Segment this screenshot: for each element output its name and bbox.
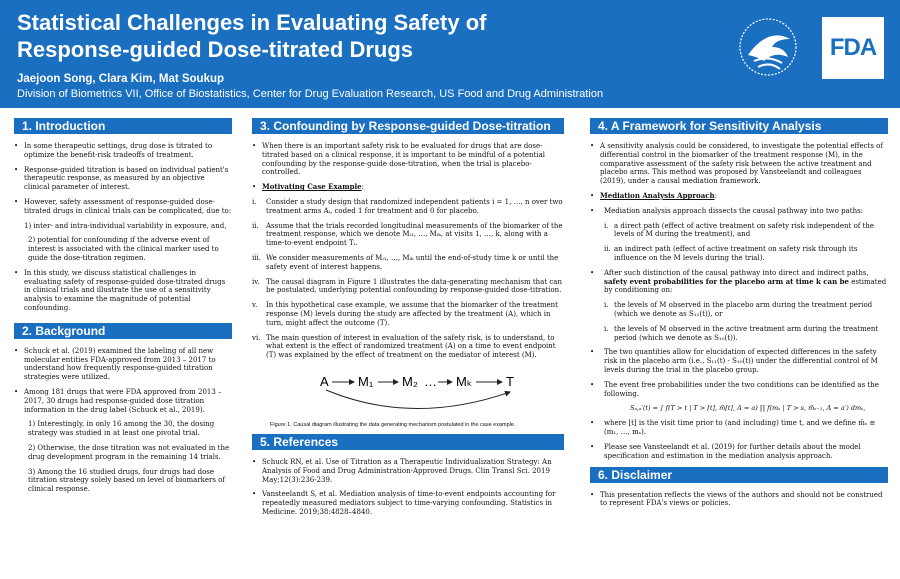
item-label: iii. <box>252 253 261 262</box>
motivating-example-label: Motivating Case Example <box>262 182 362 192</box>
section-heading-framework: 4. A Framework for Sensitivity Analysis <box>590 118 888 134</box>
column-left <box>14 118 232 500</box>
item-label: iv. <box>252 277 260 286</box>
title-line-2: Response-guided Dose-titrated Drugs <box>17 37 414 62</box>
section-heading-references: 5. References <box>252 434 564 450</box>
list-subitem: • Please see Vansteelandt et al. (2019) for further details about the model specification and estimation in the mediation analysis approach. <box>590 443 888 461</box>
reference-item: • Vansteelandt S, et al. Mediation analysis of time-to-event endpoints accounting for repeatedly measured mediators subject to time-varying confounding. Statistics in Medicine. 2019;38:4828–4840. <box>252 490 564 516</box>
introduction-list <box>14 142 232 313</box>
section-heading-background: 2. Background <box>14 323 232 339</box>
item-text: Assume that the trials recorded longitudinal measurements of the biomarker of the treatment response, which we denote Mᵢ₁, …, Mᵢₖ, at visits 1, …, k, along with a time-to-event endpoint Tᵢ. <box>266 221 563 248</box>
colon: : <box>714 191 717 200</box>
list-item: • However, safety assessment of response-guided dose-titrated drugs in clinical trials can be complicated, due to: <box>14 198 232 216</box>
mediation-label: Mediation Analysis Approach <box>600 190 715 200</box>
item-label: v. <box>252 301 258 310</box>
confounding-list <box>252 142 564 360</box>
section-heading-disclaimer: 6. Disclaimer <box>590 467 888 483</box>
motivating-example-heading <box>252 183 564 192</box>
numbered-item <box>252 198 564 216</box>
reference-item: • Schuck RN, et al. Use of Titration as a Therapeutic Individualization Strategy: An Analysis of Food and Drug Administration-Approved Drugs. Clin Transl Sci. 2019 May;12(3):236-239. <box>252 458 564 484</box>
hhs-eagle-logo <box>728 17 808 77</box>
ellipsis: … <box>424 373 437 389</box>
formula: Sₐ,ₐ′(t) = ∫ f(T > t | T > [t], m̄[t], A = a) ∏ f(mₛ | T > s, m̄ₛ₋₁, A = a′) dmₛ, <box>630 404 866 413</box>
node-mk: Mₖ <box>456 373 473 389</box>
figure-caption: Figure 1. Causal diagram illustrating the data generating mechanism postulated in the case example. <box>270 421 516 428</box>
item-label: i. <box>604 301 609 310</box>
mediation-heading <box>590 192 888 201</box>
column-right <box>590 118 888 514</box>
references-list <box>252 458 564 517</box>
list-subitem <box>590 269 888 295</box>
item-text: We consider measurements of Mᵢ₁, …, Mᵢₖ until the end-of-study time k or until the safety event of interest happens. <box>266 253 559 271</box>
item-text: Consider a study design that randomized independent patients i = 1, …, n over two treatment arms Aᵢ, coded 1 for treatment and 0 for placebo. <box>266 197 563 215</box>
condition-item <box>590 301 888 319</box>
list-subitem: 2) potential for confounding if the adverse event of interest is associated with the clinical marker used to guide the dose-titration regimen. <box>28 236 219 262</box>
numbered-item <box>252 301 564 327</box>
numbered-item <box>252 222 564 248</box>
fda-logo: FDA <box>822 17 884 79</box>
path-item <box>590 222 888 240</box>
list-subitem: • The event free probabilities under the two conditions can be identified as the following. <box>590 381 888 399</box>
item-label: ii. <box>252 221 259 230</box>
item-label: i. <box>604 324 609 333</box>
list-subitem: 1) inter- and intra-individual variability in exposure, and, <box>24 221 227 230</box>
condition-item <box>590 325 888 343</box>
framework-list <box>590 142 888 398</box>
list-item: • In some therapeutic settings, drug dose is titrated to optimize the benefit-risk tradeoffs of treatment. <box>14 142 232 160</box>
text-part: After such distinction of the causal pathway into direct and indirect paths, <box>604 268 869 277</box>
node-m1: M₁ <box>358 373 374 389</box>
item-label: ii. <box>604 245 611 254</box>
column-middle <box>252 118 564 523</box>
list-subitem: • where [t] is the visit time prior to (and including) time t, and we define m̄ₛ ≡ (m₁, …, mₛ). <box>590 419 888 437</box>
item-text: In this hypothetical case example, we assume that the biomarker of the treatment response (M) levels during the study are affected by the treatment (A), which in turn, might affect the outcome (T). <box>266 301 558 327</box>
item-text: The main question of interest in evaluation of the safety risk, is to understand, to what extent is the effect of randomized treatment (A) on a time to event endpoint (T) was explained by the effect of treatment on the mediator of interest (M). <box>266 333 556 360</box>
list-item: • When there is an important safety risk to be evaluated for drugs that are dose-titrated based on a clinical response, it is important to be mindful of a potential confounding by the response-guide dose-titration, when the trial is placebo-controlled. <box>252 142 564 177</box>
numbered-item <box>252 254 564 272</box>
list-subitem: • The two quantities allow for elucidation of expected differences in the safety risk in the placebo arm (i.e., S₁₁(t) - S₁₀(t)) under the differential control of M levels during the trial in the placebo group. <box>590 348 888 374</box>
item-text: a direct path (effect of active treatment on safety risk independent of the levels of M during the treatment), and <box>614 221 875 239</box>
list-item: • Response-guided titration is based on individual patient's therapeutic response, as measured by an objective clinical parameter of interest. <box>14 166 232 192</box>
numbered-item <box>252 334 564 360</box>
list-subitem: 3) Among the 16 studied drugs, four drugs had dose titration strategy solely based on level of biomarkers of clinical response. <box>28 467 225 494</box>
item-label: vi. <box>252 333 261 342</box>
poster-header <box>0 0 900 108</box>
text-part: estimated by conditioning on: <box>604 277 887 295</box>
list-item: • Among 181 drugs that were FDA approved from 2013 – 2017, 30 drugs had response-guided dose titration information in the drug label (Schuck et al., 2019). <box>14 388 232 414</box>
disclaimer-list <box>590 491 888 509</box>
list-subitem: 1) Interestingly, in only 16 among the 30, the dosing strategy was studied in at least one pivotal trial. <box>28 420 215 438</box>
background-list <box>14 347 232 494</box>
item-text: The causal diagram in Figure 1 illustrates the data-generating mechanism that can be postulated, underlying potential confounding by response-guided dose-titration. <box>266 277 562 295</box>
item-label: i. <box>604 221 609 230</box>
node-t: T <box>506 373 514 389</box>
list-item: • This presentation reflects the views of the authors and should not be construed to represent FDA's views or policies. <box>590 491 888 509</box>
item-text: an indirect path (effect of active treatment on safety risk through its influence on the M levels during the trial). <box>614 245 858 262</box>
authors: Jaejoon Song, Clara Kim, Mat Soukup <box>17 73 225 85</box>
section-heading-introduction: 1. Introduction <box>14 118 232 134</box>
list-subitem: 2) Otherwise, the dose titration was not evaluated in the drug development program in the remaining 14 trials. <box>28 443 230 461</box>
item-text: the levels of M observed in the active treatment arm during the treatment period (which we denote as S₁₀(t)). <box>614 324 879 342</box>
bold-text-part: safety event probabilities for the placebo arm at time k can be <box>604 276 849 286</box>
list-subitem: • Mediation analysis approach dissects the causal pathway into two paths: <box>590 207 888 216</box>
poster-title <box>17 9 486 63</box>
section-heading-confounding: 3. Confounding by Response-guided Dose-titration <box>252 118 564 134</box>
framework-list-2 <box>590 419 888 460</box>
item-label: i. <box>252 197 257 206</box>
causal-diagram <box>252 366 564 420</box>
list-item: • A sensitivity analysis could be considered, to investigate the potential effects of differential control in the biomarker of the treatment response (M), in the comparative assessment of the safety risk between the active treatment and placebo arms. This method was proposed by Vansteelandt and colleagues (2019), under a causal mediation framework. <box>590 142 888 186</box>
arrow-a-t <box>326 390 510 409</box>
list-item: • In this study, we discuss statistical challenges in evaluating safety of response-guided dose-titrated drugs in clinical trials and illustrate the use of a sensitivity analysis to examine the magnitude of potential confounding. <box>14 269 232 313</box>
colon: : <box>361 183 364 192</box>
item-text: the levels of M observed in the placebo arm during the treatment period (which we denote as S₁₁(t)), or <box>614 301 873 318</box>
numbered-item <box>252 278 564 296</box>
title-line-1: Statistical Challenges in Evaluating Safety of <box>17 10 487 35</box>
node-m2: M₂ <box>402 373 418 389</box>
causal-diagram-svg <box>252 366 564 420</box>
path-item <box>590 245 888 263</box>
list-item: • Schuck et al. (2019) examined the labeling of all new molecular entities FDA-approved from 2013 – 2017 to understand how frequently response-guided titration strategies were utilized. <box>14 347 232 382</box>
node-a: A <box>320 373 329 389</box>
affiliation: Division of Biometrics VII, Office of Biostatistics, Center for Drug Evaluation Research, US Food and Drug Administration <box>17 88 604 100</box>
